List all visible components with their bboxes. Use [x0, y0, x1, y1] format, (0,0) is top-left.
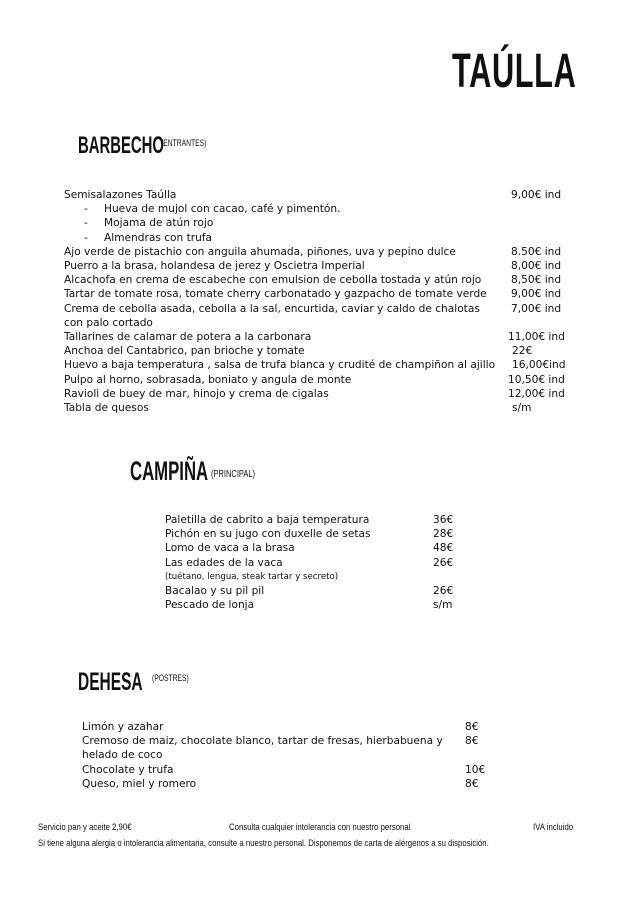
menu-list-dehesa: [82, 720, 502, 791]
section-subtitle-barbecho: (ENTRANTES): [161, 138, 207, 148]
item-name: Chocolate y trufa: [82, 763, 174, 776]
item-price: 8,00€ ind: [511, 260, 562, 273]
item-name: Las edades de la vaca: [165, 556, 283, 569]
item-name: Alcachofa en crema de escabeche con emulsion de cebolla tostada y atún rojo: [64, 274, 482, 287]
menu-item: [64, 401, 564, 415]
item-name: Mojama de atún rojo: [104, 217, 214, 230]
item-name: Tallarines de calamar de potera a la carbonara: [64, 331, 312, 344]
section-subtitle-dehesa: (POSTRES): [152, 673, 189, 683]
item-name: Ajo verde de pistachio con anguila ahumada, piñones, uva y pepino dulce: [64, 245, 456, 258]
menu-subitem: [64, 216, 564, 230]
item-price: 8€: [465, 777, 479, 790]
item-price: s/m: [433, 599, 453, 612]
menu-list-campina: [165, 513, 465, 612]
item-name: Tartar de tomate rosa, tomate cherry carbonatado y gazpacho de tomate verde: [64, 288, 487, 301]
item-price: 9,00€ ind: [511, 189, 562, 201]
menu-subitem: [64, 231, 564, 245]
menu-item: [165, 527, 465, 541]
item-name: Hueva de mujol con cacao, café y pimentón.: [104, 203, 341, 216]
menu-item: [64, 302, 564, 330]
item-price: 8€: [465, 721, 479, 733]
menu-item: [64, 287, 564, 301]
item-price: 11,00€ ind: [508, 331, 565, 344]
item-name: Anchoa del Cantabrico, pan brioche y tomate: [64, 345, 305, 358]
item-price: 9,00€ ind: [511, 288, 562, 301]
footer-service-charge: Servicio pan y aceite 2,90€: [38, 822, 132, 833]
section-title-campina: CAMPIÑA: [130, 456, 209, 486]
footer-intolerance: Consulta cualquier intolerancia con nuestro personal: [229, 822, 411, 833]
menu-item: [165, 556, 465, 570]
menu-item: [64, 358, 564, 372]
menu-item: [165, 598, 465, 612]
footer-allergy-note: Si tiene alguna alergia o intolerancia alimentaria, consulte a nuestro personal. Disponemos de carta de alérgenos a su disposición.: [38, 838, 489, 849]
item-price: 8,50€ ind: [511, 274, 562, 287]
menu-item: [82, 763, 502, 777]
item-name: Lomo de vaca a la brasa: [165, 542, 295, 555]
item-name: Limón y azahar: [82, 721, 164, 733]
item-name: Semisalazones Taúlla: [64, 189, 177, 201]
menu-item: [64, 245, 564, 259]
item-price: 36€: [433, 514, 454, 526]
item-price: 10€: [465, 763, 486, 776]
menu-item: [82, 777, 502, 791]
item-name: Almendras con trufa: [104, 231, 213, 244]
item-name: Pulpo al horno, sobrasada, boniato y angula de monte: [64, 373, 352, 386]
section-title-dehesa: DEHESA: [78, 668, 143, 696]
section-subtitle-campina: (PRINCIPAL): [211, 469, 256, 480]
item-price: 8.50€ ind: [511, 245, 562, 258]
item-note: (tuétano, lengua, steak tartar y secreto): [165, 571, 339, 582]
item-price: 7,00€ ind: [511, 302, 562, 315]
item-price: 26€: [433, 556, 454, 569]
item-price: 28€: [433, 528, 454, 541]
item-price: 16,00€ind: [512, 359, 566, 372]
item-name: Cremoso de maiz, chocolate blanco, tartar de fresas, hierbabuena y helado de coco: [82, 735, 443, 762]
menu-item: [64, 188, 564, 202]
menu-item: [82, 734, 502, 762]
item-name: Queso, miel y romero: [82, 777, 197, 790]
item-name: Tabla de quesos: [64, 402, 149, 415]
item-price: 48€: [433, 542, 454, 555]
item-price: 8€: [465, 735, 479, 748]
menu-subitem: [64, 202, 564, 216]
item-name: Pichón en su jugo con duxelle de setas: [165, 528, 371, 541]
item-name: Paletilla de cabrito a baja temperatura: [165, 514, 370, 526]
item-price: 10,50€ ind: [508, 373, 565, 386]
menu-item: [64, 330, 564, 344]
menu-item: [64, 373, 564, 387]
menu-item-note: [165, 570, 465, 584]
footer-vat: IVA incluido: [533, 822, 574, 833]
item-price: s/m: [512, 402, 532, 415]
item-price: 12,00€ ind: [508, 387, 565, 400]
menu-item: [64, 273, 564, 287]
item-name: Bacalao y su pil pil: [165, 585, 265, 598]
item-price: 22€: [512, 345, 533, 358]
item-price: 26€: [433, 585, 454, 598]
menu-item: [64, 259, 564, 273]
menu-item: [64, 387, 564, 401]
section-title-barbecho: BARBECHO: [78, 132, 164, 159]
menu-item: [165, 584, 465, 598]
menu-item: [64, 344, 564, 358]
restaurant-logo: TAÚLLA: [452, 45, 577, 98]
menu-list-barbecho: [64, 188, 564, 415]
menu-item: [82, 720, 502, 734]
item-name: Ravioli de buey de mar, hinojo y crema de cigalas: [64, 387, 329, 400]
item-name: Pescado de lonja: [165, 599, 255, 612]
item-name: Huevo a baja temperatura , salsa de trufa blanca y crudité de champiñon al ajillo: [64, 359, 496, 372]
menu-item: [165, 541, 465, 555]
item-name: Puerro a la brasa, holandesa de jerez y Oscietra Imperial: [64, 260, 365, 273]
item-name: Crema de cebolla asada, cebolla a la sal, encurtida, caviar y caldo de chalotas con palo cortado: [64, 302, 480, 329]
menu-item: [165, 513, 465, 527]
